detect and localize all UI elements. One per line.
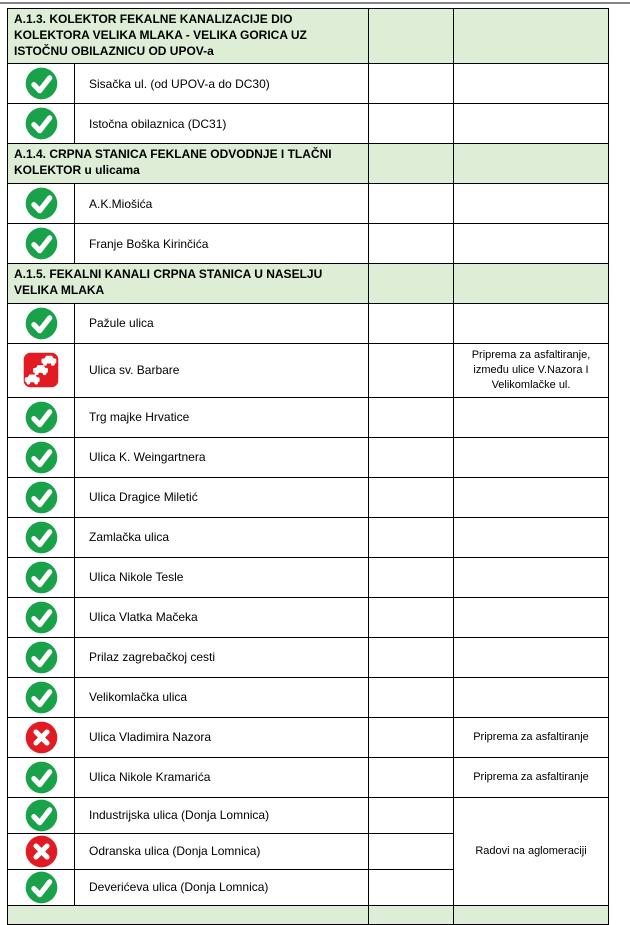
green-check-icon <box>8 761 74 794</box>
table-row <box>8 557 609 597</box>
green-check-icon <box>8 641 74 674</box>
empty-cell <box>369 833 454 869</box>
status-cell <box>8 869 75 905</box>
empty-cell <box>369 677 454 717</box>
green-check-icon <box>8 681 74 714</box>
red-x-icon <box>8 835 74 868</box>
note-cell <box>454 64 609 104</box>
footer-row <box>8 905 609 924</box>
note-cell: Radovi na aglomeraciji <box>454 797 609 905</box>
green-check-icon <box>8 481 74 514</box>
empty-cell <box>369 869 454 905</box>
section-header-row <box>8 9 609 64</box>
note-cell <box>454 677 609 717</box>
empty-cell <box>369 597 454 637</box>
green-check-icon <box>8 601 74 634</box>
status-cell <box>8 397 75 437</box>
table-row <box>8 717 609 757</box>
section-header-label: A.1.3. KOLEKTOR FEKALNE KANALIZACIJE DIO KOLEKTORA VELIKA MLAKA - VELIKA GORICA UZ ISTOČNU OBILAZNICU OD UPOV-a <box>8 9 369 64</box>
table-row <box>8 797 609 833</box>
empty-cell <box>369 437 454 477</box>
street-name: Velikomlačka ulica <box>75 677 369 717</box>
status-cell <box>8 757 75 797</box>
note-cell <box>454 517 609 557</box>
green-check-icon <box>8 227 74 260</box>
green-check-icon <box>8 187 74 220</box>
street-name: Franje Boška Kirinčića <box>75 224 369 264</box>
table-row <box>8 677 609 717</box>
street-name: Prilaz zagrebačkoj cesti <box>75 637 369 677</box>
table-row <box>8 437 609 477</box>
empty-cell <box>369 477 454 517</box>
green-check-icon <box>8 441 74 474</box>
street-name: Sisačka ul. (od UPOV-a do DC30) <box>75 64 369 104</box>
table-row <box>8 104 609 144</box>
empty-cell <box>369 757 454 797</box>
green-check-icon <box>8 521 74 554</box>
street-name: Ulica sv. Barbare <box>75 343 369 397</box>
status-cell <box>8 437 75 477</box>
street-name: Zamlačka ulica <box>75 517 369 557</box>
table-row <box>8 477 609 517</box>
table-row <box>8 343 609 397</box>
status-cell <box>8 64 75 104</box>
street-name: Ulica Dragice Miletić <box>75 477 369 517</box>
note-cell <box>454 224 609 264</box>
street-name: Pažule ulica <box>75 303 369 343</box>
status-cell <box>8 797 75 833</box>
empty-cell <box>369 557 454 597</box>
status-cell <box>8 517 75 557</box>
section-header-row <box>8 264 609 304</box>
empty-cell <box>369 64 454 104</box>
table-row <box>8 303 609 343</box>
street-name: Istočna obilaznica (DC31) <box>75 104 369 144</box>
street-name: Industrijska ulica (Donja Lomnica) <box>75 797 369 833</box>
empty-cell <box>369 104 454 144</box>
status-cell <box>8 717 75 757</box>
section-header-label: A.1.5. FEKALNI KANALI CRPNA STANICA U NASELJU VELIKA MLAKA <box>8 264 369 304</box>
section-empty-cell <box>454 144 609 184</box>
note-cell: Priprema za asfaltiranje, između ulice V.Nazora I Velikomlačke ul. <box>454 343 609 397</box>
footer-cell <box>8 905 369 924</box>
green-check-icon <box>8 561 74 594</box>
note-cell <box>454 477 609 517</box>
empty-cell <box>369 397 454 437</box>
note-cell <box>454 104 609 144</box>
status-cell <box>8 637 75 677</box>
empty-cell <box>369 224 454 264</box>
note-cell <box>454 303 609 343</box>
status-cell <box>8 477 75 517</box>
empty-cell <box>369 184 454 224</box>
section-header-label: A.1.4. CRPNA STANICA FEKLANE ODVODNJE I TLAČNI KOLEKTOR u ulicama <box>8 144 369 184</box>
footer-cell <box>454 905 609 924</box>
section-empty-cell <box>369 144 454 184</box>
street-name: Deverićeva ulica (Donja Lomnica) <box>75 869 369 905</box>
table-row <box>8 517 609 557</box>
green-check-icon <box>8 107 74 140</box>
street-name: Odranska ulica (Donja Lomnica) <box>75 833 369 869</box>
table-row <box>8 597 609 637</box>
green-check-icon <box>8 307 74 340</box>
note-cell <box>454 597 609 637</box>
note-cell: Priprema za asfaltiranje <box>454 757 609 797</box>
note-cell <box>454 637 609 677</box>
empty-cell <box>369 517 454 557</box>
street-name: Ulica Vladimira Nazora <box>75 717 369 757</box>
status-cell <box>8 224 75 264</box>
note-cell <box>454 557 609 597</box>
section-header-row <box>8 144 609 184</box>
empty-cell <box>369 637 454 677</box>
note-cell <box>454 397 609 437</box>
street-status-table <box>7 8 609 925</box>
table-row <box>8 64 609 104</box>
footer-cell <box>369 905 454 924</box>
table-row <box>8 757 609 797</box>
street-name: Ulica Vlatka Mačeka <box>75 597 369 637</box>
street-name: Ulica Nikole Tesle <box>75 557 369 597</box>
empty-cell <box>369 303 454 343</box>
page-edge-line <box>0 2 630 4</box>
street-name: Ulica Nikole Kramarića <box>75 757 369 797</box>
status-cell <box>8 104 75 144</box>
section-empty-cell <box>454 9 609 64</box>
green-check-icon <box>8 401 74 434</box>
empty-cell <box>369 717 454 757</box>
status-cell <box>8 557 75 597</box>
table-row <box>8 397 609 437</box>
street-name: Trg majke Hrvatice <box>75 397 369 437</box>
status-cell <box>8 303 75 343</box>
status-cell <box>8 597 75 637</box>
note-cell <box>454 437 609 477</box>
table-row <box>8 224 609 264</box>
status-cell <box>8 677 75 717</box>
green-check-icon <box>8 871 74 904</box>
section-empty-cell <box>454 264 609 304</box>
green-check-icon <box>8 67 74 100</box>
status-cell <box>8 343 75 397</box>
table-row <box>8 184 609 224</box>
traffic-jam-icon <box>8 352 74 388</box>
empty-cell <box>369 343 454 397</box>
empty-cell <box>369 797 454 833</box>
section-empty-cell <box>369 264 454 304</box>
street-name: Ulica K. Weingartnera <box>75 437 369 477</box>
note-cell: Priprema za asfaltiranje <box>454 717 609 757</box>
red-x-icon <box>8 721 74 754</box>
green-check-icon <box>8 799 74 832</box>
table-row <box>8 637 609 677</box>
section-empty-cell <box>369 9 454 64</box>
street-name: A.K.Miošića <box>75 184 369 224</box>
table-body <box>8 9 609 925</box>
note-cell <box>454 184 609 224</box>
status-cell <box>8 833 75 869</box>
status-cell <box>8 184 75 224</box>
